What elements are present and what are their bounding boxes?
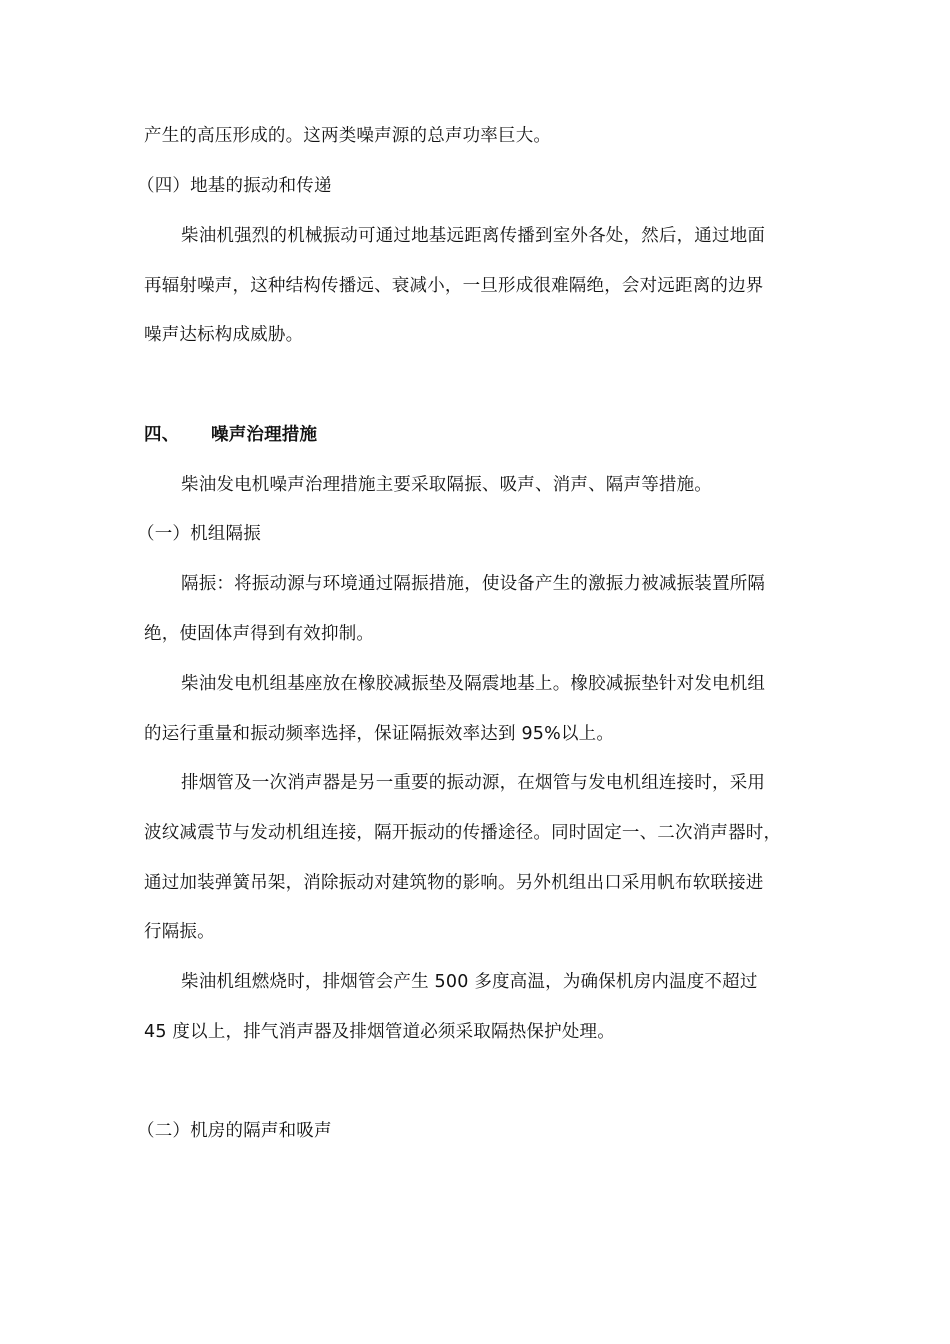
section-title: 噪声治理措施 bbox=[211, 425, 318, 445]
paragraph-line: 波纹减震节与发动机组连接，隔开振动的传播途径。同时固定一、二次消声器时， bbox=[144, 823, 782, 843]
paragraph-line: 产生的高压形成的。这两类噪声源的总声功率巨大。 bbox=[144, 126, 552, 146]
paragraph-line: 柴油发电机噪声治理措施主要采取隔振、吸声、消声、隔声等措施。 bbox=[181, 475, 712, 495]
paragraph-line: 的运行重量和振动频率选择，保证隔振效率达到 95%以上。 bbox=[144, 724, 615, 744]
subsection-heading: （二）机房的隔声和吸声 bbox=[137, 1121, 332, 1141]
paragraph-line: 绝，使固体声得到有效抑制。 bbox=[144, 624, 375, 644]
paragraph-line: 噪声达标构成威胁。 bbox=[144, 325, 304, 345]
paragraph-line: 隔振：将振动源与环境通过隔振措施，使设备产生的激振力被减振装置所隔 bbox=[181, 574, 766, 594]
paragraph-line: 柴油发电机组基座放在橡胶减振垫及隔震地基上。橡胶减振垫针对发电机组 bbox=[181, 674, 766, 694]
paragraph-line: 45 度以上，排气消声器及排烟管道必须采取隔热保护处理。 bbox=[144, 1022, 615, 1042]
paragraph-line: 行隔振。 bbox=[144, 922, 215, 942]
paragraph-line: 通过加装弹簧吊架，消除振动对建筑物的影响。另外机组出口采用帆布软联接进 bbox=[144, 873, 764, 893]
subsection-heading: （四）地基的振动和传递 bbox=[137, 176, 332, 196]
paragraph-line: 柴油机强烈的机械振动可通过地基远距离传播到室外各处，然后，通过地面 bbox=[181, 226, 766, 246]
paragraph-line: 柴油机组燃烧时，排烟管会产生 500 多度高温，为确保机房内温度不超过 bbox=[181, 972, 758, 992]
subsection-heading: （一）机组隔振 bbox=[137, 524, 261, 544]
section-number: 四、 bbox=[144, 425, 180, 445]
paragraph-line: 再辐射噪声，这种结构传播远、衰减小，一旦形成很难隔绝，会对远距离的边界 bbox=[144, 276, 764, 296]
section-heading bbox=[144, 423, 317, 447]
paragraph-line: 排烟管及一次消声器是另一重要的振动源，在烟管与发电机组连接时，采用 bbox=[181, 773, 766, 793]
